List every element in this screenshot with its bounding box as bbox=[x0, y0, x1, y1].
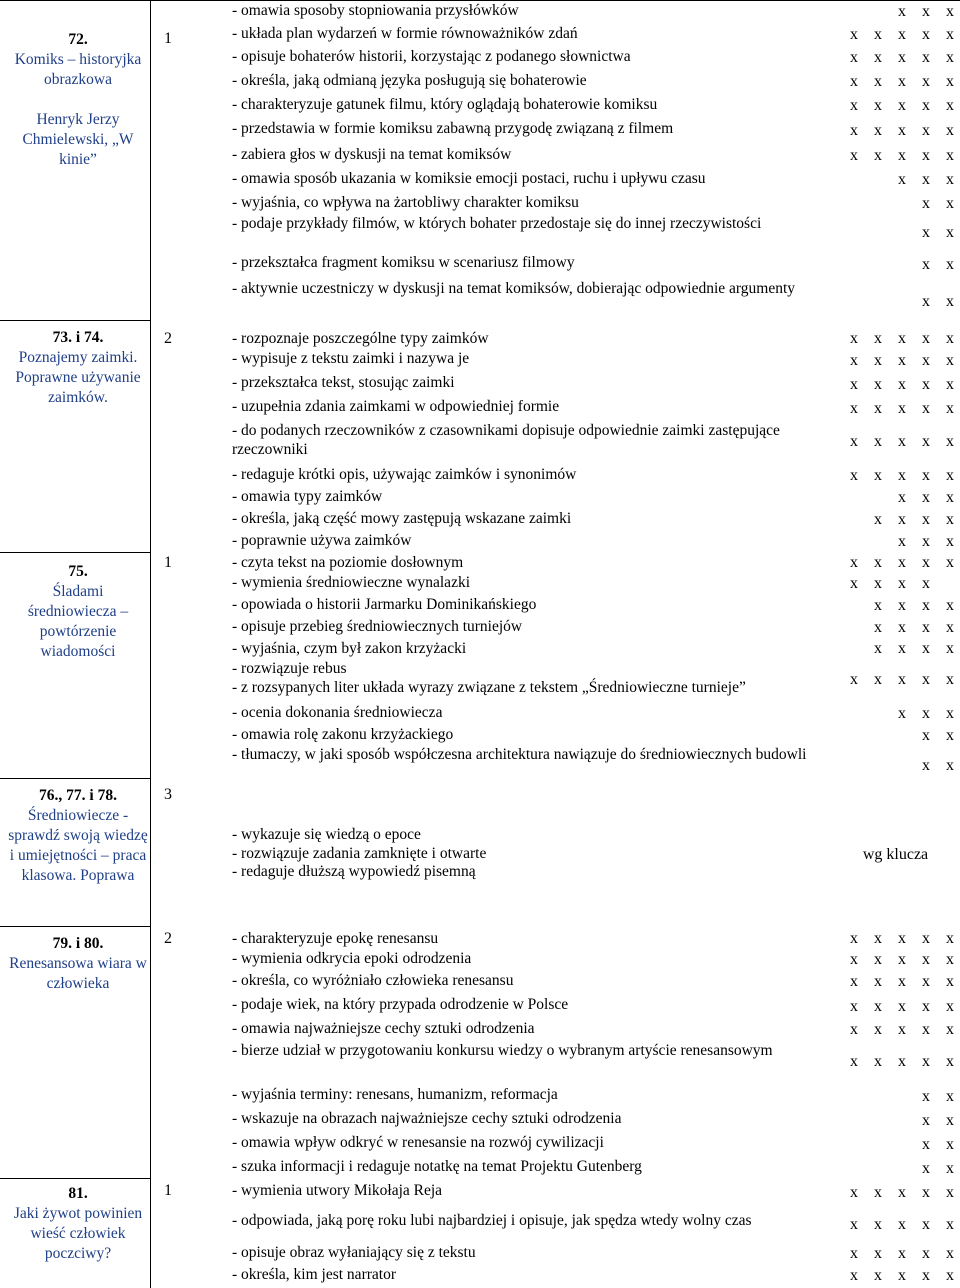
grade-marks bbox=[858, 619, 954, 637]
grade-marks bbox=[882, 171, 954, 189]
grade-mark: x bbox=[898, 376, 906, 393]
grade-mark: x bbox=[874, 671, 882, 688]
grade-mark: x bbox=[946, 49, 954, 66]
grade-mark: x bbox=[874, 640, 882, 657]
grade-mark: x bbox=[946, 433, 954, 450]
grade-mark: x bbox=[850, 122, 858, 139]
grade-mark: x bbox=[874, 26, 882, 43]
grade-mark: x bbox=[874, 122, 882, 139]
grade-mark: x bbox=[850, 400, 858, 417]
requirement-text: - wyjaśnia, czym był zakon krzyżacki bbox=[232, 640, 467, 657]
grade-marks bbox=[834, 26, 954, 44]
requirement-text: - zabiera głos w dyskusji na temat komiksów bbox=[232, 146, 512, 163]
grade-mark: x bbox=[922, 376, 930, 393]
grade-mark: x bbox=[898, 619, 906, 636]
grade-mark: x bbox=[874, 511, 882, 528]
grade-marks bbox=[882, 3, 954, 21]
requirement-text: - przekształca tekst, stosując zaimki bbox=[232, 374, 455, 391]
grade-mark: x bbox=[922, 1021, 930, 1038]
requirement-text: - podaje wiek, na który przypada odrodzenie w Polsce bbox=[232, 996, 569, 1013]
grade-mark: x bbox=[898, 1245, 906, 1262]
grade-marks bbox=[906, 1112, 954, 1130]
lesson-title: Śladami średniowiecza – powtórzenie wiadomości bbox=[27, 583, 129, 660]
grade-mark: x bbox=[850, 433, 858, 450]
grade-mark: x bbox=[922, 400, 930, 417]
requirement-text: - wymienia utwory Mikołaja Reja bbox=[232, 1182, 443, 1199]
grade-marks bbox=[834, 49, 954, 67]
grade-mark: x bbox=[946, 293, 954, 310]
grade-mark: x bbox=[874, 330, 882, 347]
grade-marks bbox=[834, 1021, 954, 1039]
grade-mark: x bbox=[898, 3, 906, 20]
grade-mark: x bbox=[922, 147, 930, 164]
grade-mark: x bbox=[874, 400, 882, 417]
requirement-text: - określa, co wyróżniało człowieka renesansu bbox=[232, 972, 514, 989]
grade-mark: x bbox=[898, 930, 906, 947]
grade-mark: x bbox=[922, 671, 930, 688]
grade-mark: x bbox=[946, 930, 954, 947]
grade-mark: x bbox=[874, 554, 882, 571]
grade-mark: x bbox=[898, 467, 906, 484]
grade-mark: x bbox=[850, 376, 858, 393]
grade-mark: x bbox=[922, 467, 930, 484]
grade-mark: x bbox=[898, 122, 906, 139]
grade-mark: x bbox=[922, 973, 930, 990]
grade-mark: x bbox=[922, 26, 930, 43]
lesson-number: 73. i 74. bbox=[52, 329, 104, 346]
requirement-text: - poprawnie używa zaimków bbox=[232, 532, 412, 549]
hours-count: 1 bbox=[164, 1182, 172, 1199]
grade-mark: x bbox=[922, 1245, 930, 1262]
grade-mark: x bbox=[898, 352, 906, 369]
topic-divider bbox=[0, 552, 150, 553]
requirement-text: - przekształca fragment komiksu w scenariusz filmowy bbox=[232, 254, 575, 271]
grade-mark: x bbox=[922, 1088, 930, 1105]
grade-marks bbox=[834, 352, 954, 370]
grade-marks bbox=[906, 1136, 954, 1154]
grade-mark: x bbox=[898, 671, 906, 688]
grade-mark: x bbox=[922, 489, 930, 506]
grade-mark: x bbox=[874, 998, 882, 1015]
grade-mark: x bbox=[850, 26, 858, 43]
grade-mark: x bbox=[874, 49, 882, 66]
grade-mark: x bbox=[946, 671, 954, 688]
grade-mark: x bbox=[922, 533, 930, 550]
grade-mark: x bbox=[850, 73, 858, 90]
grade-marks bbox=[858, 640, 954, 658]
lesson-title: Komiks – historyjka obrazkowa Henryk Jerzy Chmielewski, „W kinie” bbox=[14, 51, 142, 168]
requirement-text: - podaje przykłady filmów, w których bohater przedostaje się do innej rzeczywistości bbox=[232, 215, 762, 232]
grade-mark: x bbox=[946, 171, 954, 188]
requirement-text: - opowiada o historii Jarmarku Dominikańskiego bbox=[232, 596, 537, 613]
grade-mark: x bbox=[922, 930, 930, 947]
grade-marks bbox=[834, 951, 954, 969]
grade-mark: x bbox=[922, 1160, 930, 1177]
grade-mark: x bbox=[850, 930, 858, 947]
lesson-number: 81. bbox=[68, 1185, 88, 1202]
requirement-text: - redaguje krótki opis, używając zaimków i synonimów bbox=[232, 466, 577, 483]
grade-mark: x bbox=[874, 352, 882, 369]
grade-mark: x bbox=[946, 467, 954, 484]
lesson-topic bbox=[8, 562, 148, 662]
grade-mark: x bbox=[898, 575, 906, 592]
grade-mark: x bbox=[898, 489, 906, 506]
grade-mark: x bbox=[898, 1216, 906, 1233]
grade-mark: x bbox=[922, 640, 930, 657]
grade-mark: x bbox=[922, 1184, 930, 1201]
requirement-text: - odpowiada, jaką porę roku lubi najbardziej i opisuje, jak spędza wtedy wolny czas bbox=[232, 1212, 752, 1229]
grade-marks bbox=[834, 97, 954, 115]
grade-marks bbox=[882, 705, 954, 723]
grade-mark: x bbox=[850, 1267, 858, 1284]
grade-marks bbox=[906, 1088, 954, 1106]
lesson-title: Poznajemy zaimki. Poprawne używanie zaimków. bbox=[15, 349, 141, 406]
grade-mark: x bbox=[850, 1245, 858, 1262]
grade-mark: x bbox=[946, 554, 954, 571]
grade-marks bbox=[834, 400, 954, 418]
grade-mark: x bbox=[946, 1136, 954, 1153]
grade-mark: x bbox=[922, 224, 930, 241]
grade-mark: x bbox=[898, 1021, 906, 1038]
grade-mark: x bbox=[898, 533, 906, 550]
grade-mark: x bbox=[922, 3, 930, 20]
grade-mark: x bbox=[946, 1112, 954, 1129]
lesson-topic bbox=[8, 786, 148, 886]
grade-mark: x bbox=[874, 433, 882, 450]
grade-mark: x bbox=[922, 195, 930, 212]
grade-mark: x bbox=[946, 973, 954, 990]
requirement-text: - wypisuje z tekstu zaimki i nazywa je bbox=[232, 350, 470, 367]
grade-mark: x bbox=[946, 352, 954, 369]
grade-marks bbox=[834, 433, 954, 451]
requirement-text: - charakteryzuje gatunek filmu, który oglądają bohaterowie komiksu bbox=[232, 96, 658, 113]
grade-mark: x bbox=[874, 376, 882, 393]
grade-marks bbox=[906, 293, 954, 311]
grade-mark: x bbox=[898, 73, 906, 90]
grade-mark: x bbox=[850, 1216, 858, 1233]
grade-marks bbox=[834, 467, 954, 485]
grade-marks bbox=[858, 597, 954, 615]
grade-mark: x bbox=[850, 951, 858, 968]
grade-mark: x bbox=[946, 3, 954, 20]
grade-mark: x bbox=[922, 1267, 930, 1284]
grade-marks bbox=[834, 1216, 954, 1234]
requirement-text: - wykazuje się wiedzą o epoce - rozwiązuje zadania zamknięte i otwarte - redaguje dłuższą wypowiedź pisemną bbox=[232, 826, 487, 880]
grade-mark: x bbox=[850, 1053, 858, 1070]
grade-mark: x bbox=[922, 293, 930, 310]
grade-mark: x bbox=[946, 1160, 954, 1177]
requirement-text: - określa, kim jest narrator bbox=[232, 1266, 396, 1283]
grade-mark: x bbox=[898, 400, 906, 417]
grade-mark: x bbox=[922, 122, 930, 139]
grade-mark: x bbox=[874, 147, 882, 164]
grade-mark: x bbox=[922, 1136, 930, 1153]
grade-mark: x bbox=[946, 489, 954, 506]
grade-mark: x bbox=[922, 330, 930, 347]
requirement-text: - omawia sposób ukazania w komiksie emocji postaci, ruchu i upływu czasu bbox=[232, 170, 706, 187]
grade-mark: x bbox=[850, 49, 858, 66]
grade-mark: x bbox=[874, 1053, 882, 1070]
grade-mark: x bbox=[898, 597, 906, 614]
grade-mark: x bbox=[874, 930, 882, 947]
lesson-topic bbox=[8, 30, 148, 170]
lesson-topic bbox=[8, 934, 148, 994]
grade-mark: x bbox=[946, 640, 954, 657]
lesson-topic bbox=[8, 328, 148, 408]
grade-mark: x bbox=[946, 1088, 954, 1105]
requirement-text: - wyjaśnia, co wpływa na żartobliwy charakter komiksu bbox=[232, 194, 579, 211]
grade-mark: x bbox=[922, 575, 930, 592]
grade-mark: x bbox=[850, 147, 858, 164]
requirement-text: - omawia sposoby stopniowania przysłówków bbox=[232, 2, 519, 19]
requirement-text: - rozpoznaje poszczególne typy zaimków bbox=[232, 330, 489, 347]
grade-marks bbox=[834, 998, 954, 1016]
grade-marks bbox=[882, 489, 954, 507]
topic-divider bbox=[0, 778, 150, 779]
grade-mark: x bbox=[898, 998, 906, 1015]
grade-mark: x bbox=[898, 97, 906, 114]
requirement-text: - uzupełnia zdania zaimkami w odpowiedniej formie bbox=[232, 398, 560, 415]
grade-mark: x bbox=[946, 224, 954, 241]
grade-marks bbox=[906, 195, 954, 213]
grade-mark: x bbox=[922, 1112, 930, 1129]
topic-divider bbox=[0, 1178, 150, 1179]
grade-mark: x bbox=[850, 973, 858, 990]
grade-mark: x bbox=[946, 97, 954, 114]
hours-count: 2 bbox=[164, 330, 172, 347]
requirement-text: - wymienia odkrycia epoki odrodzenia bbox=[232, 950, 472, 967]
requirement-text: - wymienia średniowieczne wynalazki bbox=[232, 574, 471, 591]
grade-marks bbox=[834, 1184, 954, 1202]
grade-mark: x bbox=[898, 554, 906, 571]
grade-marks bbox=[834, 973, 954, 991]
grade-mark: x bbox=[946, 195, 954, 212]
lesson-number: 79. i 80. bbox=[52, 935, 104, 952]
grade-mark: x bbox=[898, 1053, 906, 1070]
grade-mark: x bbox=[874, 575, 882, 592]
grade-mark: x bbox=[850, 1184, 858, 1201]
grade-mark: x bbox=[946, 1267, 954, 1284]
grade-mark: x bbox=[922, 951, 930, 968]
grade-marks bbox=[834, 376, 954, 394]
requirement-text: - bierze udział w przygotowaniu konkursu wiedzy o wybranym artyście renesansowym bbox=[232, 1042, 773, 1059]
grade-mark: x bbox=[898, 171, 906, 188]
lesson-title: Renesansowa wiara w człowieka bbox=[9, 955, 147, 992]
grade-mark: x bbox=[898, 511, 906, 528]
grade-mark: x bbox=[898, 330, 906, 347]
grade-mark: x bbox=[922, 49, 930, 66]
requirement-text: - układa plan wydarzeń w formie równoważników zdań bbox=[232, 25, 578, 42]
lesson-number: 72. bbox=[68, 31, 88, 48]
requirement-text: - omawia najważniejsze cechy sztuki odrodzenia bbox=[232, 1020, 535, 1037]
grade-mark: x bbox=[946, 1021, 954, 1038]
requirement-text: - czyta tekst na poziomie dosłownym bbox=[232, 554, 464, 571]
grade-mark: x bbox=[898, 705, 906, 722]
requirement-text: - określa, jaką odmianą języka posługują się bohaterowie bbox=[232, 72, 587, 89]
grade-mark: x bbox=[898, 640, 906, 657]
grade-mark: x bbox=[922, 597, 930, 614]
hours-count: 1 bbox=[164, 554, 172, 571]
grade-mark: x bbox=[946, 1184, 954, 1201]
grade-marks bbox=[858, 511, 954, 529]
grade-mark: x bbox=[874, 73, 882, 90]
grade-mark: x bbox=[874, 1267, 882, 1284]
requirement-text: - omawia typy zaimków bbox=[232, 488, 383, 505]
grade-mark: x bbox=[850, 97, 858, 114]
grade-mark: x bbox=[850, 467, 858, 484]
grade-marks bbox=[906, 256, 954, 274]
grade-mark: x bbox=[946, 597, 954, 614]
lesson-number: 76., 77. i 78. bbox=[39, 787, 117, 804]
grade-mark: x bbox=[946, 951, 954, 968]
grade-mark: x bbox=[922, 73, 930, 90]
grade-mark: x bbox=[874, 1216, 882, 1233]
grade-mark: x bbox=[850, 998, 858, 1015]
grade-mark: x bbox=[898, 147, 906, 164]
grade-mark: x bbox=[898, 1184, 906, 1201]
grade-marks bbox=[834, 1245, 954, 1263]
grade-mark: x bbox=[874, 1245, 882, 1262]
lesson-number: 75. bbox=[68, 563, 88, 580]
grade-mark: x bbox=[946, 705, 954, 722]
grade-mark: x bbox=[922, 1053, 930, 1070]
grade-mark: x bbox=[898, 973, 906, 990]
grade-marks bbox=[834, 671, 954, 689]
requirement-text: - do podanych rzeczowników z czasownikami dopisuje odpowiednie zaimki zastępujące rzeczowniki bbox=[232, 422, 780, 458]
grade-marks bbox=[834, 330, 954, 348]
grade-mark: x bbox=[898, 49, 906, 66]
grade-mark: x bbox=[946, 998, 954, 1015]
grade-mark: x bbox=[946, 330, 954, 347]
grade-mark: x bbox=[850, 671, 858, 688]
grade-mark: x bbox=[922, 352, 930, 369]
grade-mark: x bbox=[850, 352, 858, 369]
grade-mark: x bbox=[850, 1021, 858, 1038]
grade-mark: x bbox=[946, 1216, 954, 1233]
grade-mark: x bbox=[898, 1267, 906, 1284]
grade-mark: x bbox=[898, 433, 906, 450]
grade-mark: x bbox=[850, 554, 858, 571]
grade-mark: x bbox=[946, 147, 954, 164]
grade-marks bbox=[906, 727, 954, 745]
grade-marks bbox=[906, 1160, 954, 1178]
grade-marks bbox=[906, 224, 954, 242]
grade-marks bbox=[834, 575, 930, 593]
requirement-text: - opisuje przebieg średniowiecznych turniejów bbox=[232, 618, 523, 635]
grade-mark: x bbox=[946, 256, 954, 273]
requirement-text: - opisuje bohaterów historii, korzystając z podanego słownictwa bbox=[232, 48, 631, 65]
grade-mark: x bbox=[922, 998, 930, 1015]
grade-marks bbox=[834, 930, 954, 948]
grade-mark: x bbox=[922, 511, 930, 528]
grade-mark: x bbox=[922, 619, 930, 636]
topic-divider bbox=[0, 926, 150, 927]
requirement-text: - szuka informacji i redaguje notatkę na temat Projektu Gutenberg bbox=[232, 1158, 642, 1175]
grade-mark: x bbox=[874, 973, 882, 990]
grade-mark: x bbox=[922, 97, 930, 114]
topic-divider bbox=[0, 320, 150, 321]
requirement-text: - charakteryzuje epokę renesansu bbox=[232, 930, 439, 947]
grade-mark: x bbox=[898, 951, 906, 968]
hours-count: 1 bbox=[164, 30, 172, 47]
grade-mark: x bbox=[946, 26, 954, 43]
hours-count: 3 bbox=[164, 786, 172, 803]
grade-mark: x bbox=[922, 727, 930, 744]
grade-mark: x bbox=[874, 97, 882, 114]
grade-mark: x bbox=[946, 376, 954, 393]
requirement-text: - tłumaczy, w jaki sposób współczesna architektura nawiązuje do średniowiecznych budowli bbox=[232, 746, 807, 763]
requirement-text: - wyjaśnia terminy: renesans, humanizm, reformacja bbox=[232, 1086, 558, 1103]
grade-mark: x bbox=[946, 619, 954, 636]
requirement-text: - aktywnie uczestniczy w dyskusji na temat komiksów, dobierając odpowiednie argumenty bbox=[232, 280, 796, 297]
grade-marks bbox=[834, 147, 954, 165]
column-divider bbox=[150, 0, 151, 1288]
grade-mark: x bbox=[874, 1021, 882, 1038]
grade-mark: x bbox=[946, 1245, 954, 1262]
requirement-text: - omawia rolę zakonu krzyżackiego bbox=[232, 726, 454, 743]
grade-marks bbox=[906, 757, 954, 775]
lesson-title: Jaki żywot powinien wieść człowiek poczciwy? bbox=[13, 1205, 143, 1262]
lesson-title: Średniowiecze - sprawdź swoją wiedzę i umiejętności – praca klasowa. Poprawa bbox=[8, 807, 148, 884]
hours-count: 2 bbox=[164, 930, 172, 947]
requirement-text: - omawia wpływ odkryć w renesansie na rozwój cywilizacji bbox=[232, 1134, 604, 1151]
grade-mark: x bbox=[946, 1053, 954, 1070]
grade-mark: x bbox=[874, 467, 882, 484]
grade-mark: x bbox=[922, 171, 930, 188]
grade-marks bbox=[834, 73, 954, 91]
grade-mark: x bbox=[850, 330, 858, 347]
grade-mark: x bbox=[946, 122, 954, 139]
grade-marks bbox=[834, 122, 954, 140]
grade-mark: x bbox=[898, 26, 906, 43]
requirement-text: - opisuje obraz wyłaniający się z tekstu bbox=[232, 1244, 476, 1261]
grade-mark: x bbox=[922, 554, 930, 571]
grade-mark: x bbox=[922, 705, 930, 722]
grade-mark: x bbox=[946, 727, 954, 744]
grade-mark: x bbox=[946, 400, 954, 417]
requirement-text: - rozwiązuje rebus - z rozsypanych liter układa wyrazy związane z tekstem „Średniowieczne turnieje” bbox=[232, 660, 746, 696]
requirement-text: - ocenia dokonania średniowiecza bbox=[232, 704, 443, 721]
requirement-text: - przedstawia w formie komiksu zabawną przygodę związaną z filmem bbox=[232, 120, 674, 137]
grade-mark: x bbox=[946, 73, 954, 90]
grade-mark: x bbox=[922, 256, 930, 273]
grade-marks bbox=[834, 554, 954, 572]
grade-mark: x bbox=[946, 533, 954, 550]
grade-mark: x bbox=[922, 1216, 930, 1233]
grade-mark: x bbox=[874, 619, 882, 636]
lesson-topic bbox=[8, 1184, 148, 1264]
grade-mark: x bbox=[946, 511, 954, 528]
grade-mark: x bbox=[946, 757, 954, 774]
grade-marks bbox=[834, 1267, 954, 1285]
grade-marks bbox=[834, 1053, 954, 1071]
grading-note: wg klucza bbox=[862, 846, 929, 863]
grade-marks bbox=[882, 533, 954, 551]
requirement-text: - określa, jaką część mowy zastępują wskazane zaimki bbox=[232, 510, 572, 527]
grade-mark: x bbox=[922, 433, 930, 450]
grade-mark: x bbox=[874, 1184, 882, 1201]
grade-mark: x bbox=[922, 757, 930, 774]
grade-mark: x bbox=[874, 951, 882, 968]
requirement-text: - wskazuje na obrazach najważniejsze cechy sztuki odrodzenia bbox=[232, 1110, 622, 1127]
grade-mark: x bbox=[874, 597, 882, 614]
grade-mark: x bbox=[850, 575, 858, 592]
